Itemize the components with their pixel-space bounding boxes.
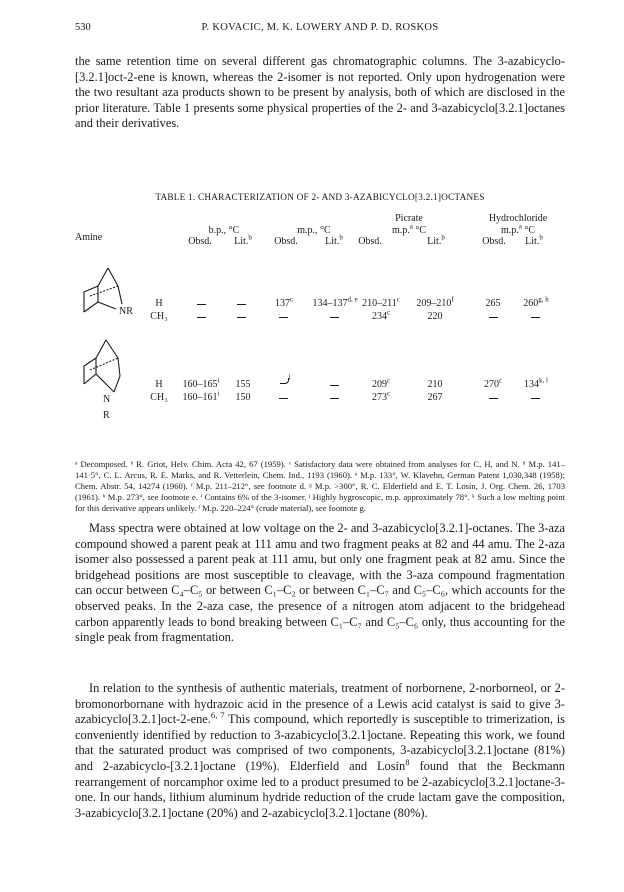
bp-lit-sup: b: [248, 233, 252, 242]
row1-hydrochloride-obsd: 265: [485, 298, 501, 309]
row1-bp-obsd-dash: [197, 304, 206, 305]
bond-c4-c5: C₄–C₅: [171, 583, 203, 598]
row3-bp-obsd-value: 160–165: [182, 379, 218, 390]
row2-bp-obsd-dash: [197, 317, 206, 318]
row2-hydrochloride-obsd-dash: [489, 317, 498, 318]
row4-mp-lit-dash: [330, 398, 339, 399]
picrate-mp-text: m.p.: [391, 225, 410, 236]
row1-picrate-lit-value: 209–210: [416, 298, 452, 309]
row3-hydrochloride-obsd-sup: c: [498, 376, 503, 385]
row4-picrate-obsd-sup: c: [386, 389, 391, 398]
row3-hydrochloride-obsd-value: 270: [483, 379, 499, 390]
hydrochloride-mp-text: m.p.: [500, 225, 519, 236]
row1-mp-obsd-value: 137: [274, 298, 290, 309]
p3-text-b: This compound, which reportedly is susceptible to trimerization, is conveniently identified by reduction to 3-azabicyclo[3.2.1]octane. Repeating this work, we found that the saturated product was comprised of two components, 3-azabicyclo[3.2.1]octane (81%) and 2-azabicyclo-[3.2.1]octane (19%). Elderfield and Losin: [75, 712, 565, 773]
row4-amine: CH₃: [150, 392, 168, 403]
page-number: 530: [75, 22, 91, 33]
row2-picrate-obsd-value: 234: [371, 311, 387, 322]
hydrochloride-mp-sup: a: [518, 222, 522, 231]
row4-hydrochloride-lit-dash: [531, 398, 540, 399]
p2-text-f: only, thus accounting for the single peak from fragmentation.: [75, 614, 565, 645]
row4-picrate-obsd: [356, 389, 406, 403]
row3-mp-lit-dash: [330, 385, 339, 386]
p3-text-a: In relation to the synthesis of authentic materials, treatment of norbornene, 2-norborneol, or 2-bromonorbornane with hydrazoic acid in the presence of a Lewis acid catalyst is said to give 3-azabicyclo[3.2.1]oct-2-ene.: [75, 681, 565, 727]
row4-picrate-lit: 267: [427, 392, 443, 403]
row1-mp-lit-sup: d, e: [347, 295, 358, 304]
row1-picrate-obsd-value: 210–211: [362, 298, 397, 309]
structure-n-label: N: [103, 394, 111, 405]
row1-picrate-obsd: [356, 295, 406, 309]
header-picrate-mp: [378, 222, 440, 236]
bond-c1-c2: C₁–C₂: [264, 583, 296, 598]
row3-amine: H: [155, 379, 163, 390]
row4-bp-obsd-value: 160–161: [182, 392, 218, 403]
row1-mp-lit-value: 134–137: [312, 298, 348, 309]
row2-mp-obsd-dash: [279, 317, 288, 318]
picrate-lit-text: Lit.: [427, 236, 442, 247]
p2-text-a: Mass spectra were obtained at low voltage on the 2- and 3-azabicyclo[3.2.1]-octanes. The 3-aza compound showed a parent peak at 111 amu and two fragment peaks at 82 and 44 amu. The 2-aza isomer also possessed a parent peak at 111 amu, but only one fragment peak at 82 amu. Since the bridgehead positions are most susceptible to cleavage, with the 3-aza compound fragmentation can occur between: [75, 521, 565, 598]
header-picrate-lit: [418, 233, 454, 247]
row4-mp-obsd-dash: [279, 398, 288, 399]
header-hydrochloride-lit: [516, 233, 552, 247]
row4-bp-obsd-sup: i: [217, 389, 220, 398]
row2-picrate-obsd-sup: c: [386, 308, 391, 317]
header-picrate: Picrate: [395, 213, 423, 224]
row3-bp-lit: 155: [235, 379, 251, 390]
picrate-lit-sup: b: [441, 233, 445, 242]
row4-bp-obsd: [176, 389, 226, 403]
row1-hydrochloride-lit-value: 260: [523, 298, 539, 309]
row2-picrate-obsd: [356, 308, 406, 322]
row1-bp-lit-dash: [237, 304, 246, 305]
header-hydrochloride-obsd: Obsd.: [482, 236, 506, 247]
p2-text-and-second: and: [361, 614, 387, 629]
bond-c1-c7-second: C₁–C₇: [330, 614, 362, 629]
header-bp-obsd: Obsd.: [188, 236, 212, 247]
row3-hydrochloride-obsd: [476, 376, 510, 390]
row3-picrate-obsd: [356, 376, 406, 390]
header-mp: m.p., °C: [297, 225, 331, 236]
row3-bp-obsd-sup: i: [217, 376, 220, 385]
row1-mp-obsd: [268, 295, 300, 309]
row2-picrate-lit: 220: [427, 311, 443, 322]
table-title: TABLE 1. CHARACTERIZATION OF 2- AND 3-AZABICYCLO[3.2.1]OCTANES: [155, 193, 485, 203]
row1-picrate-obsd-sup: c: [396, 295, 400, 304]
row2-amine: CH₃: [150, 311, 168, 322]
picrate-mp-unit: °C: [412, 225, 427, 236]
p2-text-b: or between: [202, 583, 265, 598]
row1-hydrochloride-lit-sup: g, h: [538, 295, 549, 304]
row3-hydrochloride-lit-value: 134: [524, 379, 540, 390]
header-bp: b.p., °C: [208, 225, 240, 236]
running-head-authors: P. KOVACIC, M. K. LOWERY AND P. D. ROSKOS: [201, 22, 439, 33]
row2-hydrochloride-lit-dash: [531, 317, 540, 318]
header-mp-obsd: Obsd.: [274, 236, 298, 247]
row2-mp-lit-dash: [330, 317, 339, 318]
p3-text-c: found that the Beckmann rearrangement of norcamphor oxime led to a product presumed to be 2-azabicyclo[3.2.1]octane-3-one. In our hands, lithium aluminum hydride reduction of the crude lactam gave the composition, 3-azabicyclo[3.2.1]octane (20%) and 2-azabicyclo[3.2.1]octane (80%).: [75, 758, 565, 820]
header-bp-lit: [225, 233, 261, 247]
row1-picrate-lit-sup: f: [451, 295, 454, 304]
structure-nr-label: NR: [119, 306, 133, 317]
row3-hydrochloride-lit-sup: k, l: [539, 376, 548, 385]
row1-mp-obsd-sup: c: [289, 295, 294, 304]
p2-text-d: , which accounts for the observed peaks. In the 2-aza case, the presence of a nitrogen atom adjacent to the bridgehead carbon apparently leads to bond breaking between: [75, 583, 565, 629]
header-mp-lit: [316, 233, 352, 247]
row1-amine: H: [155, 298, 163, 309]
table-footnotes: ᵃ Decomposed. ᵇ R. Griot, Helv. Chim. Acta 42, 67 (1959). ᶜ Satisfactory data were obtained from analyses for C, H, and N. ᵈ M.p. 141–141·5°, C. L. Arcus, R. E. Marks, and R. Vetterlein, Chem. Ind., 1193 (1960). ᵉ M.p. 133°, W. Klavehn, German Patent 1,030,348 (1958); Chem. Abstr. 54, 14274 (1960). ᶠ M.p. 211–212°, see footnote d. ᵍ M.p. >300°, R. C. Elderfield and E. T. Losin, J. Org. Chem. 26, 1703 (1961). ʰ M.p. 273°, see footnote e. ⁱ Contains 6% of the 3-isomer. ʲ Highly hygroscopic, m.p. approximately 78°. ᵏ Such a low melting point for this derivative appears unlikely. ˡ M.p. 220–224° (crude material), see footnote g.: [75, 459, 565, 513]
p2-text-c: or between: [295, 583, 358, 598]
header-picrate-obsd: Obsd.: [358, 236, 382, 247]
running-head: [75, 22, 565, 38]
row1-picrate-lit: [410, 295, 460, 309]
bond-c5-c6-second: C₅–C₆: [386, 614, 419, 629]
paragraph-mass-spectra: [75, 521, 565, 646]
row4-bp-lit: 150: [235, 392, 251, 403]
row1-mp-lit: [310, 295, 360, 309]
row3-bp-obsd: [176, 376, 226, 390]
structure-r-label: R: [103, 410, 110, 421]
row2-bp-lit-dash: [237, 317, 246, 318]
row1-hydrochloride-lit: [516, 295, 556, 309]
bond-c1-c7: C₁–C₇: [357, 583, 389, 598]
row3-picrate-obsd-sup: c: [386, 376, 391, 385]
bond-c5-c6: C₅–C₆: [413, 583, 446, 598]
hydrochloride-mp-unit: °C: [521, 225, 536, 236]
bp-lit-text: Lit.: [234, 236, 249, 247]
row3-picrate-obsd-value: 209: [371, 379, 387, 390]
row3-hydrochloride-lit: [516, 376, 556, 390]
structure-3-azabicyclooctane: [78, 334, 148, 422]
row4-picrate-obsd-value: 273: [371, 392, 387, 403]
paragraph-intro: the same retention time on several different gas chromatographic columns. The 3-azabicyclo-[3.2.1]oct-2-ene is known, whereas the 2-isomer is not reported. Only upon hydrogenation were the two resultant aza products shown to be present by analysis, both of which are disclosed in the prior literature. Table 1 presents some physical properties of the 2- and 3-azabicyclo[3.2.1]octanes and their derivatives.: [75, 54, 565, 131]
p2-text-and: and: [388, 583, 414, 598]
row3-mp-obsd-sup: j: [288, 372, 291, 381]
row3-mp-obsd: [272, 372, 298, 386]
row3-picrate-lit: 210: [427, 379, 443, 390]
paragraph-synthesis: [75, 681, 565, 821]
row3-mp-obsd-mark: [280, 378, 289, 384]
reference-6-7: 6, 7: [210, 710, 225, 721]
mp-lit-sup: b: [339, 233, 343, 242]
header-amine: Amine: [75, 232, 103, 243]
row4-hydrochloride-obsd-dash: [489, 398, 498, 399]
hydrochloride-lit-sup: b: [539, 233, 543, 242]
structure-2-azabicyclooctane: [78, 260, 158, 320]
picrate-mp-sup: a: [409, 222, 413, 231]
mp-lit-text: Lit.: [325, 236, 340, 247]
hydrochloride-lit-text: Lit.: [525, 236, 540, 247]
header-hydrochloride: Hydrochloride: [488, 213, 548, 224]
reference-8: 8: [405, 756, 410, 767]
